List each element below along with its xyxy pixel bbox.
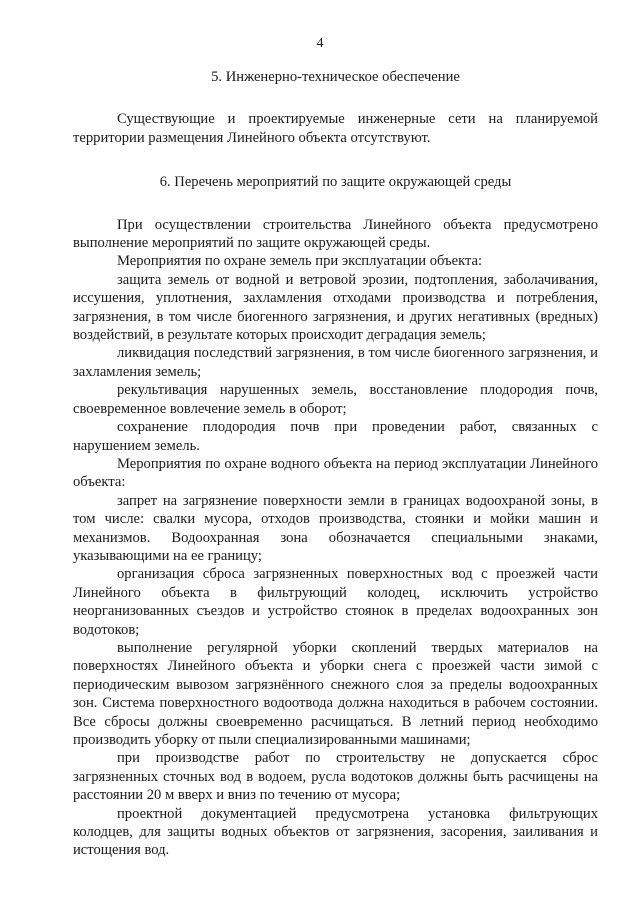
section-6-heading: 6. Перечень мероприятий по защите окружающей среды [159,174,512,191]
list-item: выполнение регулярной уборки скоплений твердых материалов на поверхностях Линейного объекта и уборки снега с проезжей части зимой с периодическим вывозом загрязнённого снежного слоя за пределы водоохранных зон. Система поверхностного водоотвода должна находиться в рабочем состоянии. Все сбросы должны своевременно расчищаться. В летний период необходимо производить уборку от пыли специализированными машинами; [73,639,598,748]
list-item: проектной документацией предусмотрена установка фильтрующих колодцев, для защиты водных объектов от загрязнения, засорения, заиливания и истощения вод. [73,805,598,859]
section-5-heading: 5. Инженерно-техническое обеспечение [211,69,460,85]
list-item: защита земель от водной и ветровой эрозии, подтопления, заболачивания, иссушения, уплотнения, захламления отходами производства и потребления, загрязнения, в том числе биогенного загрязнения, и других негативных (вредных) воздействий, в результате которых происходит деградация земель; [73,271,598,344]
list-item: при производстве работ по строительству не допускается сброс загрязненных сточных вод в водоем, русла водотоков должны быть расчищены на расстоянии 20 м вверх и вниз по течению от мусора; [73,750,598,804]
paragraph: Мероприятия по охране водного объекта на период эксплуатации Линейного объекта: [73,455,598,491]
document-body [73,66,598,860]
page-number: 4 [316,36,324,51]
section-5-paragraph: Существующие и проектируемые инженерные сети на планируемой территории размещения Линейного объекта отсутствуют. [73,111,598,146]
list-item: организация сброса загрязненных поверхностных вод с проезжей части Линейного объекта в фильтрующий колодец, исключить устройство неорганизованных съездов и устройство стоянок в пределах водоохранных зон водотоков; [73,566,598,638]
paragraph: При осуществлении строительства Линейного объекта предусмотрено выполнение мероприятий по защите окружающей среды. [73,216,598,252]
paragraph: Мероприятия по охране земель при эксплуатации объекта: [117,253,483,270]
list-item: сохранение плодородия почв при проведении работ, связанных с нарушением земель. [73,419,598,454]
list-item: рекультивация нарушенных земель, восстановление плодородия почв, своевременное вовлечение земель в оборот; [73,382,598,417]
list-item: ликвидация последствий загрязнения, в том числе биогенного загрязнения, и захламления земель; [73,345,598,380]
list-item: запрет на загрязнение поверхности земли в границах водоохраной зоны, в том числе: свалки мусора, отходов производства, стоянки и мойки машин и механизмов. Водоохранная зона обозначается специальными знаками, указывающими на ее границу; [73,492,598,564]
